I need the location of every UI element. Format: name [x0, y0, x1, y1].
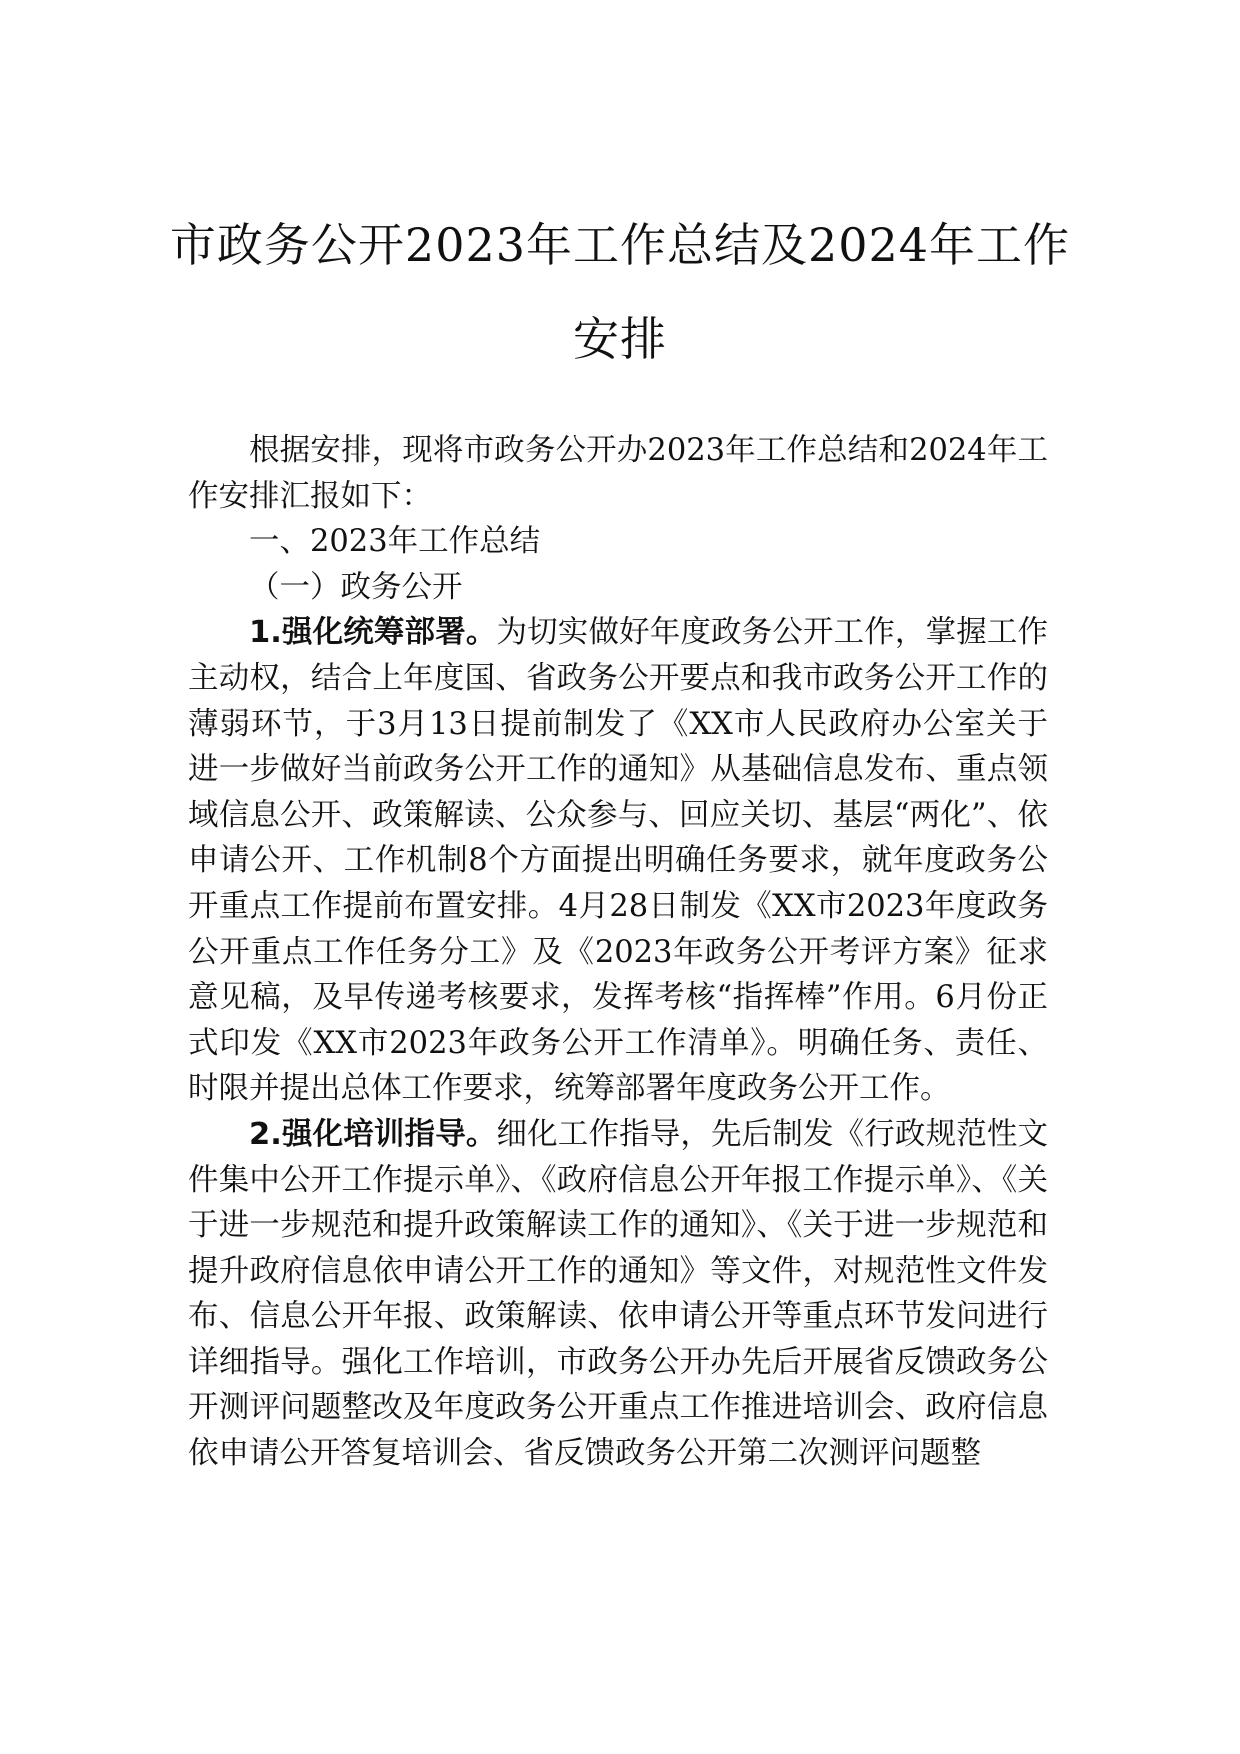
paragraph-text-2: 细化工作指导，先后制发《行政规范性文件集中公开工作提示单》、《政府信息公开年报工作提示单》、《关于进一步规范和提升政策解读工作的通知》、《关于进一步规范和提升政府信息依申请公开工作的通知》等文件，对规范性文件发布、信息公开年报、政策解读、依申请公开等重点环节发问进行详细指导。强化工作培训，市政务公开办先后开展省反馈政务公开测评问题整改及年度政务公开重点工作推进培训会、政府信息依申请公开答复培训会、省反馈政务公开第二次测评问题整 — [188, 1116, 1049, 1472]
paragraph-text-1: 为切实做好年度政务公开工作，掌握工作主动权，结合上年度国、省政务公开要点和我市政务公开工作的薄弱环节，于3月13日提前制发了《XX市人民政府办公室关于进一步做好当前政务公开工作的通知》从基础信息发布、重点领域信息公开、政策解读、公众参与、回应关切、基层“两化”、依申请公开、工作机制8个方面提出明确任务要求，就年度政务公开重点工作提前布置安排。4月28日制发《XX市2023年度政务公开重点工作任务分工》及《2023年政务公开考评方案》征求意见稿，及早传递考核要求，发挥考核“指挥棒”作用。6月份正式印发《XX市2023年政务公开工作清单》。明确任务、责任、时限并提出总体工作要求，统筹部署年度政务公开工作。 — [188, 615, 1049, 1107]
document-body — [188, 428, 1048, 1477]
section-heading: 一、2023年工作总结 — [249, 524, 541, 560]
paragraph-lead-1: 1.强化统筹部署。 — [249, 615, 497, 651]
intro-paragraph: 根据安排，现将市政务公开办2023年工作总结和2024年工作安排汇报如下： — [188, 433, 1048, 514]
subsection-heading: （一）政务公开 — [249, 569, 463, 605]
body-paragraph-1 — [188, 610, 1048, 1112]
document-title-line-2: 安排 — [573, 312, 667, 366]
paragraph-lead-2: 2.强化培训指导。 — [249, 1116, 497, 1152]
body-paragraph-2 — [188, 1112, 1048, 1477]
document-title-line-1: 市政务公开2023年工作总结及2024年工作 — [169, 218, 1071, 272]
